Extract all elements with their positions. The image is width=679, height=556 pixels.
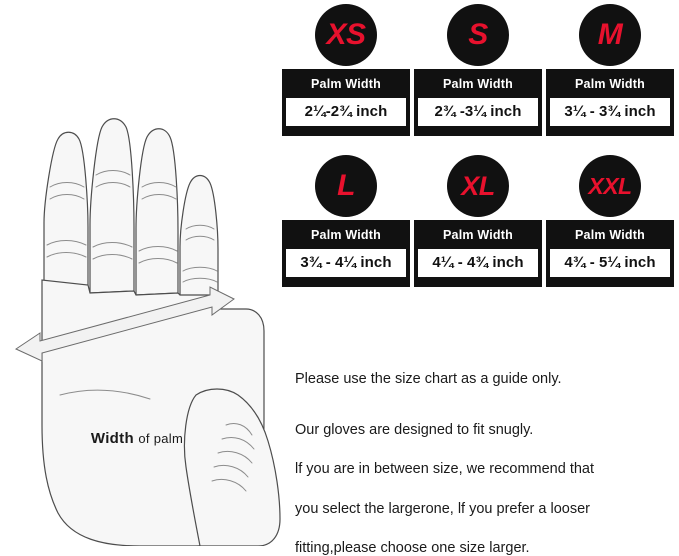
size-badge-s [447, 4, 509, 66]
size-info-xxl-title: Palm Width [575, 228, 645, 242]
size-chart-grid [282, 4, 676, 306]
size-info-l-title: Palm Width [311, 228, 381, 242]
note-line-3: you select the largerone, lf you prefer a looser [295, 500, 590, 517]
size-info-xs-title: Palm Width [311, 77, 381, 91]
size-info-xs [282, 69, 410, 136]
size-info-xl-value: 4¼ - 4¾ inch [418, 249, 538, 277]
size-info-l-value: 3¾ - 4¼ inch [286, 249, 406, 277]
size-badge-m [579, 4, 641, 66]
size-card-xl [414, 155, 542, 287]
note-line-2: lf you are in between size, we recommend that [295, 461, 595, 477]
size-badge-xs-label: XS [326, 18, 366, 51]
note-line-1: Our gloves are designed to fit snugly. [295, 421, 534, 438]
size-info-m [546, 69, 674, 136]
size-badge-s-label: S [468, 18, 488, 51]
size-info-s-title: Palm Width [443, 77, 513, 91]
size-info-m-title: Palm Width [575, 77, 645, 91]
size-info-xl-title: Palm Width [443, 228, 513, 242]
size-badge-xs [315, 4, 377, 66]
size-card-xxl [546, 155, 674, 287]
size-row-2 [282, 155, 676, 287]
size-row-1 [282, 4, 676, 136]
size-badge-xl-label: XL [461, 170, 495, 201]
hand-outline-svg [0, 95, 290, 546]
size-info-xxl [546, 220, 674, 287]
size-card-l [282, 155, 410, 287]
notes-block [295, 372, 675, 556]
size-badge-l-label: L [337, 169, 355, 202]
size-badge-xxl-label: XXL [588, 172, 632, 199]
size-info-xs-value: 2¼-2¾ inch [286, 98, 406, 126]
size-card-s [414, 4, 542, 136]
hand-illustration [0, 95, 290, 546]
palm-width-label [62, 430, 212, 447]
size-badge-xl [447, 155, 509, 217]
size-info-xxl-value: 4¾ - 5¼ inch [550, 249, 670, 277]
size-badge-m-label: M [597, 18, 623, 51]
size-info-l [282, 220, 410, 287]
size-info-s-value: 2¾ -3¼ inch [418, 98, 538, 126]
size-info-xl [414, 220, 542, 287]
size-info-s [414, 69, 542, 136]
size-badge-xxl [579, 155, 641, 217]
note-line-4: fitting,please choose one size larger. [295, 540, 530, 556]
size-info-m-value: 3¼ - 3¾ inch [550, 98, 670, 126]
size-card-xs [282, 4, 410, 136]
palm-width-label-rest: of palm [138, 431, 184, 446]
palm-width-label-bold: Width [90, 430, 134, 447]
size-card-m [546, 4, 674, 136]
size-badge-l [315, 155, 377, 217]
note-guide-only: Please use the size chart as a guide only. [295, 371, 562, 387]
